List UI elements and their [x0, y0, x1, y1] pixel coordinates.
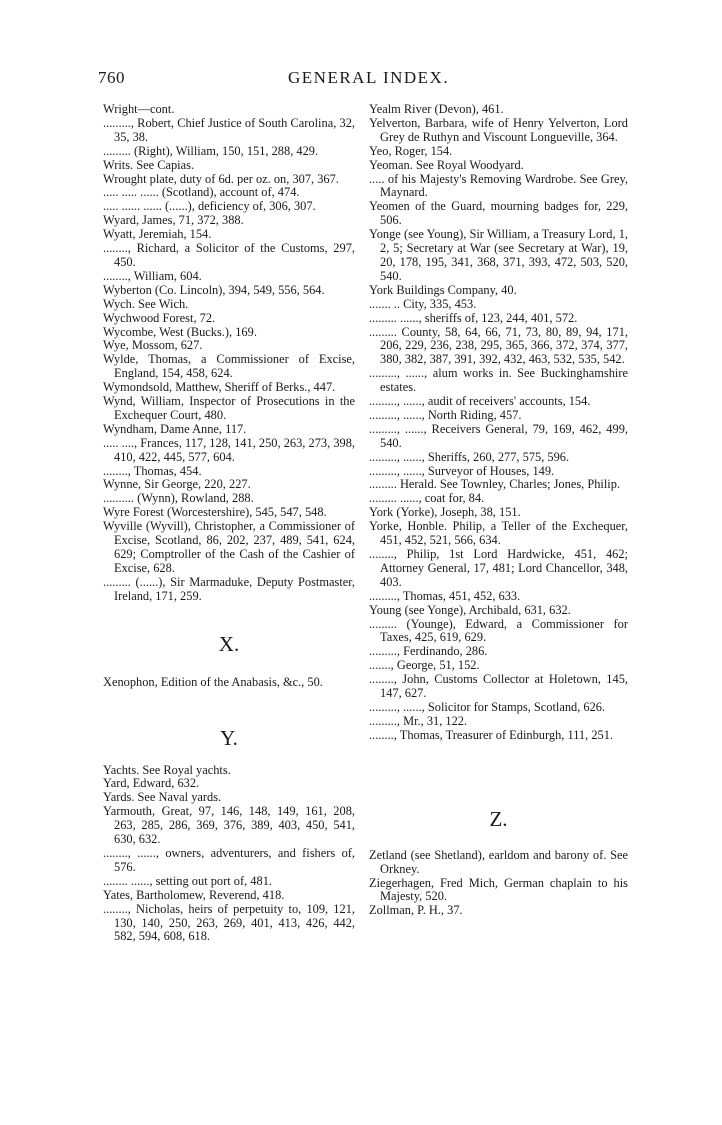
index-entry: ........, Nicholas, heirs of perpetuity to, 109, 121, 130, 140, 250, 263, 269, 401, 413, 426, 442, 582, 594, 608, 618.: [103, 901, 355, 944]
index-entry: Yorke, Honble. Philip, a Teller of the Exchequer, 451, 452, 521, 566, 634.: [369, 519, 628, 548]
index-entry: Wylde, Thomas, a Commissioner of Excise, England, 154, 458, 624.: [103, 352, 355, 381]
index-entry: ......... County, 58, 64, 66, 71, 73, 80, 89, 94, 171, 206, 229, 236, 238, 295, 365, 366, 372, 374, 377, 380, 382, 387, 391, 392, 432, 463, 532, 535, 542.: [369, 324, 628, 367]
index-entry: ....... .. City, 335, 453.: [369, 296, 477, 311]
index-entry: Wych. See Wich.: [103, 296, 189, 311]
index-entry: Yards. See Naval yards.: [103, 790, 222, 805]
index-entry: Writs. See Capias.: [103, 157, 195, 172]
index-entry: Wymondsold, Matthew, Sheriff of Berks., 447.: [103, 380, 336, 395]
index-entry: ......... (......), Sir Marmaduke, Deputy Postmaster, Ireland, 171, 259.: [103, 574, 355, 603]
left-entries: [103, 103, 355, 604]
index-entry: Zetland (see Shetland), earldom and barony of. See Orkney.: [369, 847, 628, 876]
index-entry: ......... (Younge), Edward, a Commissioner for Taxes, 425, 619, 629.: [369, 616, 628, 645]
index-entry: Wynne, Sir George, 220, 227.: [103, 477, 251, 492]
index-entry: ......... ......, coat for, 84.: [369, 491, 485, 506]
index-entry: Wyberton (Co. Lincoln), 394, 549, 556, 564.: [103, 282, 325, 297]
index-entry: ......., George, 51, 152.: [369, 658, 480, 673]
index-entry: ........., ......, Sheriffs, 260, 277, 575, 596.: [369, 449, 570, 464]
index-entry: ........., ......, audit of receivers' accounts, 154.: [369, 394, 591, 409]
index-entry: ........., Robert, Chief Justice of South Carolina, 32, 35, 38.: [103, 115, 355, 144]
index-entry: ........, Philip, 1st Lord Hardwicke, 451, 462; Attorney General, 17, 481; Lord Chancellor, 348, 403.: [369, 547, 628, 589]
index-entry: ......... ......, sheriffs of, 123, 244, 401, 572.: [369, 310, 578, 325]
index-entry: Wrought plate, duty of 6d. per oz. on, 307, 367.: [103, 171, 339, 186]
index-entry: Young (see Yonge), Archibald, 631, 632.: [369, 602, 571, 617]
index-entry: York Buildings Company, 40.: [369, 282, 517, 297]
index-entry: ........, Richard, a Solicitor of the Customs, 297, 450.: [103, 241, 355, 269]
index-entry: Zollman, P. H., 37.: [369, 903, 463, 918]
index-entry: ........., ......, alum works in. See Buckinghamshire estates.: [369, 366, 628, 395]
index-entry: .......... (Wynn), Rowland, 288.: [103, 491, 254, 506]
index-entry: Wye, Mossom, 627.: [103, 338, 203, 353]
index-entry: Yelverton, Barbara, wife of Henry Yelverton, Lord Grey de Ruthyn and Viscount Longueville, 364.: [369, 115, 628, 144]
index-entry: Yates, Bartholomew, Reverend, 418.: [103, 887, 285, 902]
section-z-entries: [369, 849, 628, 919]
index-entry: Wyard, James, 71, 372, 388.: [103, 213, 244, 228]
page-number: 760: [98, 68, 125, 87]
index-entry: Wyatt, Jeremiah, 154.: [103, 227, 212, 242]
index-entry: Wycombe, West (Bucks.), 169.: [103, 324, 257, 339]
index-entry: ........, William, 604.: [103, 268, 202, 283]
page-header: [98, 68, 628, 92]
index-entry: Yeoman. See Royal Woodyard.: [369, 157, 524, 172]
index-entry: ..... ..... ...... (Scotland), account of, 474.: [103, 185, 300, 200]
index-entry: Yeomen of the Guard, mourning badges for, 229, 506.: [369, 199, 628, 228]
index-entry: ......... Herald. See Townley, Charles; Jones, Philip.: [369, 477, 621, 492]
index-entry: Wynd, William, Inspector of Prosecutions in the Exchequer Court, 480.: [103, 394, 355, 422]
index-entry: Wyndham, Dame Anne, 117.: [103, 421, 247, 436]
index-entry: Yeo, Roger, 154.: [369, 143, 453, 158]
index-entry: ........., Mr., 31, 122.: [369, 713, 468, 728]
index-entry: ........, Thomas, 454.: [103, 463, 202, 478]
index-entry: ........., ......, Solicitor for Stamps, Scotland, 626.: [369, 699, 606, 714]
index-entry: ........., ......, North Riding, 457.: [369, 407, 522, 422]
index-entry: ..... ...... ...... (......), deficiency of, 306, 307.: [103, 199, 316, 214]
index-entry: ........, John, Customs Collector at Holetown, 145, 147, 627.: [369, 672, 628, 701]
index-entry: ........., Thomas, 451, 452, 633.: [369, 588, 521, 603]
index-entry: Wyre Forest (Worcestershire), 545, 547, 548.: [103, 505, 327, 520]
index-entry: ........., ......, Receivers General, 79, 169, 462, 499, 540.: [369, 421, 628, 450]
right-column: [369, 103, 628, 918]
index-entry: Wright—cont.: [103, 102, 175, 116]
right-entries: [369, 103, 628, 743]
section-heading-z: Z.: [489, 806, 508, 831]
index-entry: Wyville (Wyvill), Christopher, a Commissioner of Excise, Scotland, 86, 202, 237, 489, 541, 624, 629; Comptroller of the Cash of the Cashier of Excise, 628.: [103, 519, 355, 575]
index-entry: ......... (Right), William, 150, 151, 288, 429.: [103, 143, 319, 158]
index-entry: Xenophon, Edition of the Anabasis, &c., 50.: [103, 674, 323, 689]
index-entry: ........., Ferdinando, 286.: [369, 644, 488, 659]
left-column: [103, 103, 355, 944]
running-title: GENERAL INDEX.: [288, 68, 450, 87]
index-entry: Yealm River (Devon), 461.: [369, 102, 504, 116]
index-entry: ........, ......, owners, adventurers, and fishers of, 576.: [103, 845, 355, 874]
index-entry: ........ ......, setting out port of, 481.: [103, 873, 272, 888]
index-entry: Wychwood Forest, 72.: [103, 310, 216, 325]
section-x-entries: [103, 676, 355, 690]
index-entry: ..... of his Majesty's Removing Wardrobe. See Grey, Maynard.: [369, 171, 628, 200]
index-entry: Yarmouth, Great, 97, 146, 148, 149, 161, 208, 263, 285, 286, 369, 376, 389, 403, 450, 541, 630, 632.: [103, 804, 355, 847]
index-entry: Yard, Edward, 632.: [103, 776, 200, 791]
index-entry: ........., ......, Surveyor of Houses, 149.: [369, 463, 555, 478]
section-heading-x: X.: [218, 631, 240, 656]
index-entry: Yonge (see Young), Sir William, a Treasury Lord, 1, 2, 5; Secretary at War (see Secretary at War), 19, 20, 178, 195, 341, 368, 371, 393, 472, 503, 520, 540.: [369, 227, 628, 283]
index-entry: York (Yorke), Joseph, 38, 151.: [369, 505, 521, 520]
index-entry: ..... ...., Frances, 117, 128, 141, 250, 263, 273, 398, 410, 422, 445, 577, 604.: [103, 435, 355, 464]
section-y-entries: [103, 764, 355, 945]
section-heading-y: Y.: [220, 725, 238, 750]
index-entry: Yachts. See Royal yachts.: [103, 762, 231, 777]
index-entry: ........, Thomas, Treasurer of Edinburgh, 111, 251.: [369, 727, 614, 742]
index-entry: Ziegerhagen, Fred Mich, German chaplain to his Majesty, 520.: [369, 875, 628, 904]
